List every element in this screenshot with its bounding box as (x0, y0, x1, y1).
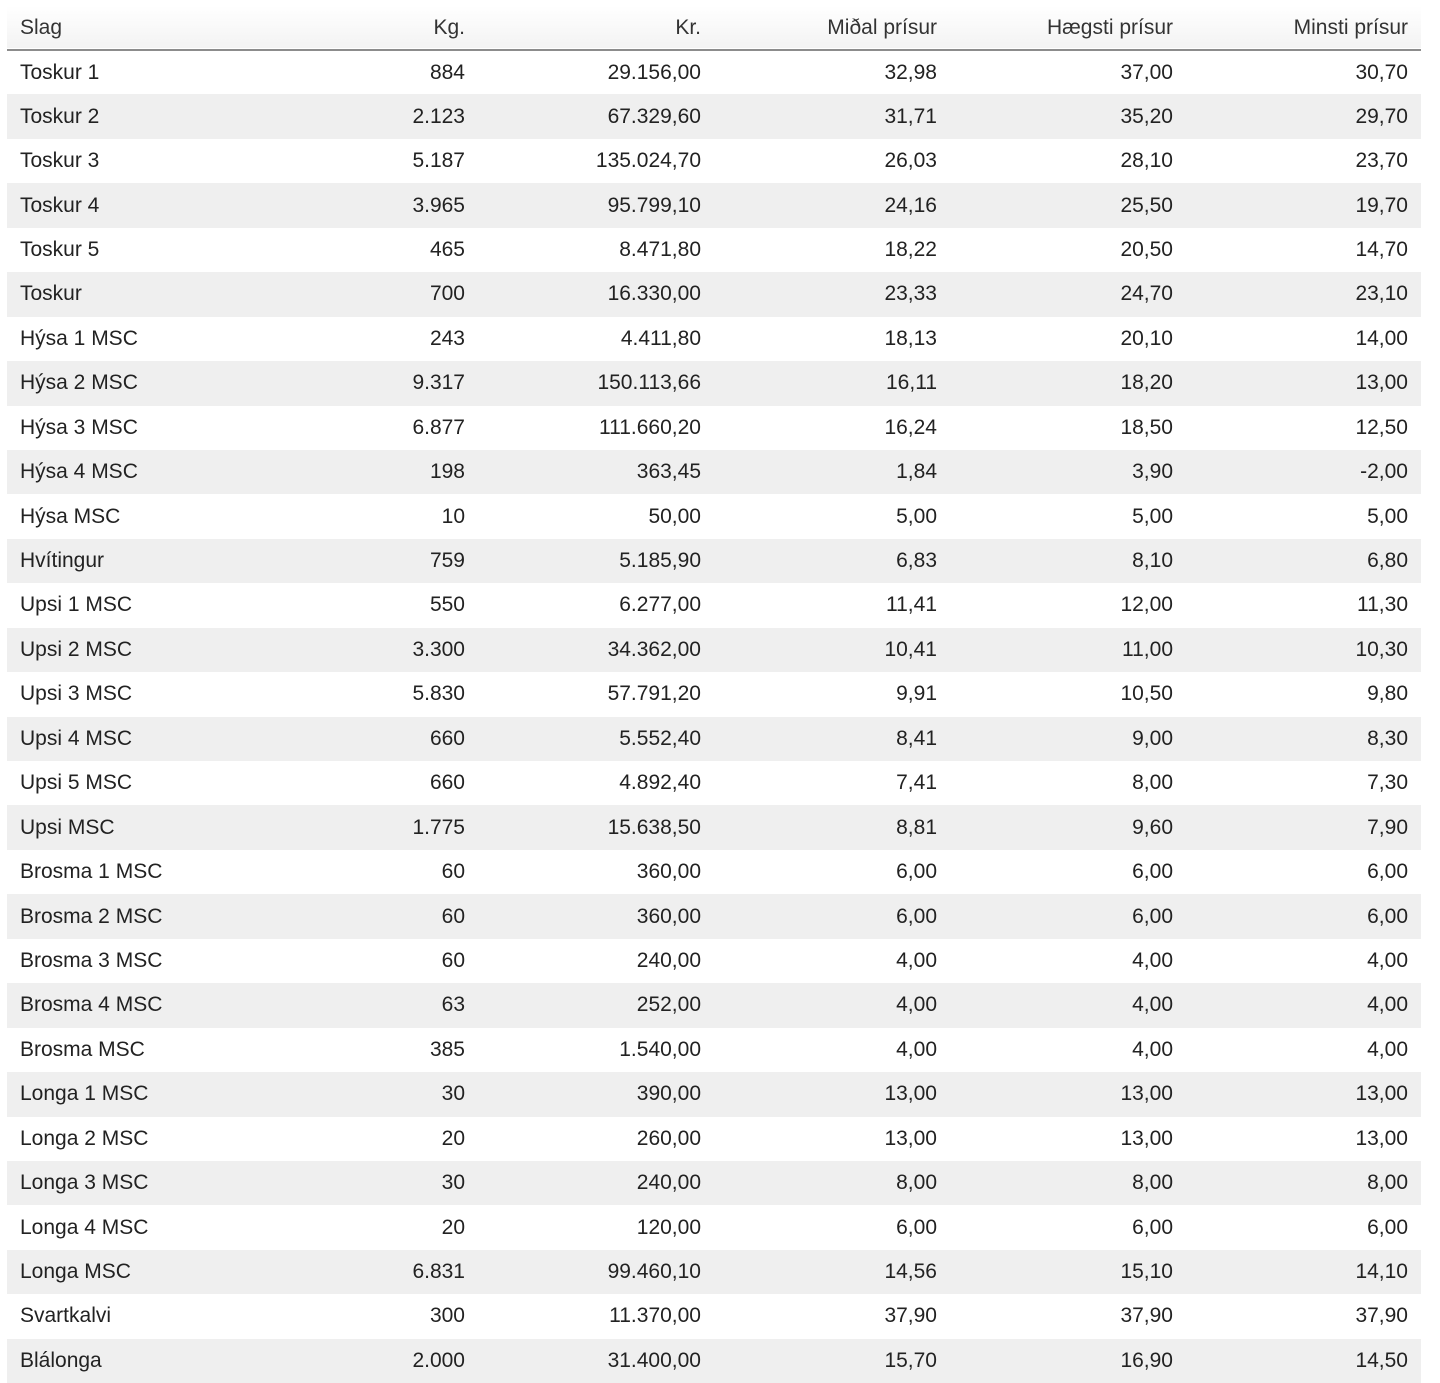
cell-highest-price: 37,90 (1120, 1304, 1173, 1328)
price-table (7, 6, 1421, 1383)
cell-highest-price: 8,00 (1132, 771, 1173, 795)
cell-average-price: 4,00 (896, 948, 937, 972)
cell-lowest-price: 7,90 (1367, 815, 1408, 839)
table-row (7, 539, 1421, 583)
cell-slag: Upsi 4 MSC (20, 726, 133, 750)
cell-lowest-price: 6,80 (1367, 549, 1408, 573)
cell-kr: 363,45 (636, 460, 701, 484)
cell-slag: Upsi 3 MSC (20, 682, 133, 706)
cell-slag: Longa 3 MSC (20, 1171, 149, 1195)
cell-kr: 4.892,40 (619, 771, 701, 795)
cell-slag: Brosma 1 MSC (20, 860, 163, 884)
cell-average-price: 6,00 (896, 904, 937, 928)
table-row (7, 50, 1421, 94)
cell-highest-price: 5,00 (1132, 504, 1173, 528)
cell-kg: 6.877 (412, 415, 465, 439)
cell-kr: 57.791,20 (607, 682, 701, 706)
cell-lowest-price: 8,30 (1367, 726, 1408, 750)
cell-lowest-price: 4,00 (1367, 993, 1408, 1017)
cell-kg: 660 (429, 726, 465, 750)
cell-slag: Brosma MSC (20, 1037, 145, 1061)
cell-kg: 759 (429, 549, 465, 573)
cell-kr: 5.552,40 (619, 726, 701, 750)
cell-average-price: 24,16 (884, 193, 937, 217)
cell-lowest-price: 14,70 (1355, 237, 1408, 261)
cell-highest-price: 13,00 (1120, 1082, 1173, 1106)
cell-lowest-price: 5,00 (1367, 504, 1408, 528)
cell-average-price: 8,41 (896, 726, 937, 750)
cell-lowest-price: 10,30 (1355, 637, 1408, 661)
cell-average-price: 5,00 (896, 504, 937, 528)
cell-lowest-price: 29,70 (1355, 104, 1408, 128)
cell-kr: 1.540,00 (619, 1037, 701, 1061)
cell-highest-price: 4,00 (1132, 948, 1173, 972)
cell-kr: 95.799,10 (607, 193, 701, 217)
table-row (7, 94, 1421, 138)
cell-average-price: 31,71 (884, 104, 937, 128)
cell-highest-price: 11,00 (1122, 637, 1173, 661)
cell-kg: 660 (429, 771, 465, 795)
cell-kr: 390,00 (636, 1082, 701, 1106)
cell-average-price: 23,33 (884, 282, 937, 306)
cell-slag: Toskur 4 (20, 193, 100, 217)
cell-kr: 360,00 (636, 904, 701, 928)
cell-lowest-price: 7,30 (1367, 771, 1408, 795)
cell-highest-price: 18,50 (1120, 415, 1173, 439)
cell-slag: Longa 2 MSC (20, 1126, 149, 1150)
cell-kr: 120,00 (636, 1215, 701, 1239)
table-row (7, 672, 1421, 716)
cell-highest-price: 13,00 (1120, 1126, 1173, 1150)
cell-average-price: 6,00 (896, 1215, 937, 1239)
cell-kr: 29.156,00 (607, 60, 701, 84)
cell-kg: 385 (429, 1037, 465, 1061)
price-table-container (7, 6, 1421, 1383)
cell-average-price: 9,91 (896, 682, 937, 706)
cell-kg: 6.831 (412, 1260, 465, 1284)
cell-slag: Svartkalvi (20, 1304, 112, 1328)
cell-lowest-price: 6,00 (1367, 1215, 1408, 1239)
cell-highest-price: 10,50 (1120, 682, 1173, 706)
cell-lowest-price: 11,30 (1357, 593, 1408, 617)
table-row (7, 228, 1421, 272)
cell-slag: Toskur 5 (20, 237, 100, 261)
cell-average-price: 16,11 (886, 371, 937, 395)
table-row (7, 894, 1421, 938)
cell-lowest-price: 8,00 (1367, 1171, 1408, 1195)
cell-slag: Hýsa 4 MSC (20, 460, 138, 484)
cell-average-price: 15,70 (884, 1348, 937, 1372)
cell-slag: Toskur 3 (20, 149, 100, 173)
cell-average-price: 8,00 (896, 1171, 937, 1195)
cell-lowest-price: 14,50 (1355, 1348, 1408, 1372)
table-row (7, 850, 1421, 894)
cell-kr: 360,00 (636, 860, 701, 884)
cell-highest-price: 6,00 (1132, 904, 1173, 928)
cell-lowest-price: 4,00 (1367, 948, 1408, 972)
cell-average-price: 11,41 (886, 593, 937, 617)
cell-kg: 884 (429, 60, 465, 84)
cell-kr: 4.411,80 (620, 326, 701, 350)
cell-average-price: 6,83 (896, 549, 937, 573)
cell-kr: 31.400,00 (607, 1348, 701, 1372)
table-row (7, 1339, 1421, 1383)
cell-kg: 30 (441, 1082, 465, 1106)
cell-kg: 3.965 (412, 193, 465, 217)
cell-kg: 10 (441, 504, 465, 528)
cell-kr: 8.471,80 (619, 237, 701, 261)
cell-kr: 16.330,00 (607, 282, 701, 306)
cell-kg: 30 (441, 1171, 465, 1195)
table-row (7, 361, 1421, 405)
cell-average-price: 32,98 (884, 60, 937, 84)
table-row (7, 983, 1421, 1027)
cell-slag: Upsi 1 MSC (20, 593, 133, 617)
cell-kr: 67.329,60 (607, 104, 701, 128)
cell-highest-price: 16,90 (1120, 1348, 1173, 1372)
cell-slag: Hýsa 3 MSC (20, 415, 138, 439)
cell-slag: Upsi MSC (20, 815, 115, 839)
cell-average-price: 4,00 (896, 993, 937, 1017)
table-row (7, 1250, 1421, 1294)
cell-kr: 11.370,00 (609, 1304, 701, 1328)
cell-kg: 9.317 (412, 371, 465, 395)
table-row (7, 272, 1421, 316)
cell-kr: 260,00 (636, 1126, 701, 1150)
cell-lowest-price: 14,10 (1355, 1260, 1408, 1284)
cell-kr: 50,00 (648, 504, 701, 528)
cell-kg: 700 (429, 282, 465, 306)
cell-kg: 465 (429, 237, 465, 261)
cell-slag: Hýsa MSC (20, 504, 121, 528)
cell-kr: 111.660,20 (599, 415, 701, 439)
table-row (7, 1117, 1421, 1161)
cell-average-price: 1,84 (896, 460, 937, 484)
cell-highest-price: 28,10 (1120, 149, 1173, 173)
column-header-kr[interactable]: Kr. (675, 15, 701, 39)
cell-average-price: 16,24 (884, 415, 937, 439)
cell-lowest-price: 13,00 (1355, 371, 1408, 395)
cell-average-price: 18,13 (884, 326, 937, 350)
cell-average-price: 8,81 (896, 815, 937, 839)
table-row (7, 317, 1421, 361)
cell-slag: Longa MSC (20, 1260, 131, 1284)
column-header-kg[interactable]: Kg. (433, 15, 465, 39)
table-body (7, 50, 1421, 1383)
table-row (7, 717, 1421, 761)
table-row (7, 1072, 1421, 1116)
cell-kr: 240,00 (636, 1171, 701, 1195)
table-row (7, 406, 1421, 450)
cell-slag: Hvítingur (20, 549, 105, 573)
cell-kg: 550 (429, 593, 465, 617)
cell-kg: 198 (429, 460, 465, 484)
table-header (7, 6, 1421, 50)
cell-highest-price: 24,70 (1120, 282, 1173, 306)
cell-highest-price: 8,00 (1132, 1171, 1173, 1195)
cell-kg: 243 (429, 326, 465, 350)
cell-kg: 60 (441, 948, 465, 972)
cell-slag: Longa 1 MSC (20, 1082, 149, 1106)
cell-kg: 20 (441, 1126, 465, 1150)
cell-kg: 3.300 (412, 637, 465, 661)
cell-lowest-price: 19,70 (1355, 193, 1408, 217)
cell-kr: 6.277,00 (619, 593, 701, 617)
cell-lowest-price: -2,00 (1360, 460, 1408, 484)
cell-kr: 252,00 (636, 993, 701, 1017)
cell-highest-price: 25,50 (1120, 193, 1173, 217)
cell-lowest-price: 30,70 (1355, 60, 1408, 84)
cell-average-price: 10,41 (884, 637, 937, 661)
cell-slag: Brosma 3 MSC (20, 948, 163, 972)
table-row (7, 1161, 1421, 1205)
cell-lowest-price: 14,00 (1355, 326, 1408, 350)
cell-kg: 60 (441, 904, 465, 928)
cell-kr: 34.362,00 (607, 637, 701, 661)
cell-highest-price: 37,00 (1120, 60, 1173, 84)
cell-kr: 99.460,10 (607, 1260, 701, 1284)
cell-lowest-price: 23,70 (1355, 149, 1408, 173)
table-row (7, 139, 1421, 183)
cell-slag: Brosma 4 MSC (20, 993, 163, 1017)
cell-highest-price: 4,00 (1132, 1037, 1173, 1061)
cell-kg: 2.000 (412, 1348, 465, 1372)
cell-kg: 63 (441, 993, 465, 1017)
cell-slag: Toskur 2 (20, 104, 100, 128)
cell-slag: Toskur (20, 282, 82, 306)
cell-average-price: 14,56 (884, 1260, 937, 1284)
cell-kr: 5.185,90 (619, 549, 701, 573)
cell-highest-price: 9,60 (1132, 815, 1173, 839)
cell-average-price: 18,22 (884, 237, 937, 261)
column-header-lowest-price[interactable]: Minsti prísur (1293, 15, 1408, 39)
cell-highest-price: 20,50 (1120, 237, 1173, 261)
cell-slag: Toskur 1 (20, 60, 100, 84)
cell-kg: 5.830 (412, 682, 465, 706)
cell-highest-price: 3,90 (1132, 460, 1173, 484)
cell-lowest-price: 37,90 (1355, 1304, 1408, 1328)
cell-highest-price: 12,00 (1120, 593, 1173, 617)
table-row (7, 494, 1421, 538)
cell-slag: Hýsa 2 MSC (20, 371, 138, 395)
cell-highest-price: 4,00 (1132, 993, 1173, 1017)
cell-highest-price: 15,10 (1120, 1260, 1173, 1284)
cell-highest-price: 35,20 (1120, 104, 1173, 128)
cell-slag: Upsi 2 MSC (20, 637, 133, 661)
cell-kg: 2.123 (412, 104, 465, 128)
cell-lowest-price: 23,10 (1355, 282, 1408, 306)
cell-lowest-price: 9,80 (1367, 682, 1408, 706)
cell-average-price: 7,41 (896, 771, 937, 795)
cell-kg: 20 (441, 1215, 465, 1239)
cell-highest-price: 8,10 (1132, 549, 1173, 573)
cell-average-price: 6,00 (896, 860, 937, 884)
cell-lowest-price: 4,00 (1367, 1037, 1408, 1061)
header-row (7, 6, 1421, 50)
cell-average-price: 13,00 (884, 1126, 937, 1150)
cell-highest-price: 9,00 (1132, 726, 1173, 750)
cell-average-price: 37,90 (884, 1304, 937, 1328)
cell-slag: Brosma 2 MSC (20, 904, 163, 928)
column-header-average-price[interactable]: Miðal prísur (827, 15, 937, 39)
cell-kr: 240,00 (636, 948, 701, 972)
table-row (7, 805, 1421, 849)
cell-highest-price: 18,20 (1120, 371, 1173, 395)
table-row (7, 628, 1421, 672)
cell-lowest-price: 6,00 (1367, 860, 1408, 884)
cell-slag: Hýsa 1 MSC (20, 326, 138, 350)
cell-lowest-price: 6,00 (1367, 904, 1408, 928)
table-row (7, 1294, 1421, 1338)
cell-kg: 300 (429, 1304, 465, 1328)
cell-average-price: 4,00 (896, 1037, 937, 1061)
column-header-highest-price[interactable]: Hægsti prísur (1046, 15, 1173, 39)
cell-kg: 1.775 (412, 815, 465, 839)
table-row (7, 939, 1421, 983)
cell-lowest-price: 13,00 (1355, 1126, 1408, 1150)
cell-kg: 60 (441, 860, 465, 884)
cell-kr: 135.024,70 (595, 149, 701, 173)
cell-highest-price: 20,10 (1120, 326, 1173, 350)
table-row (7, 183, 1421, 227)
table-row (7, 1028, 1421, 1072)
table-row (7, 761, 1421, 805)
cell-lowest-price: 13,00 (1355, 1082, 1408, 1106)
table-row (7, 450, 1421, 494)
cell-slag: Upsi 5 MSC (20, 771, 133, 795)
cell-highest-price: 6,00 (1132, 1215, 1173, 1239)
cell-slag: Blálonga (20, 1348, 102, 1372)
cell-average-price: 26,03 (884, 149, 937, 173)
cell-average-price: 13,00 (884, 1082, 937, 1106)
column-header-slag[interactable]: Slag (20, 15, 63, 39)
cell-highest-price: 6,00 (1132, 860, 1173, 884)
cell-kr: 15.638,50 (607, 815, 701, 839)
cell-slag: Longa 4 MSC (20, 1215, 149, 1239)
table-row (7, 1205, 1421, 1249)
cell-kg: 5.187 (412, 149, 465, 173)
table-row (7, 583, 1421, 627)
cell-lowest-price: 12,50 (1355, 415, 1408, 439)
cell-kr: 150.113,66 (597, 371, 701, 395)
